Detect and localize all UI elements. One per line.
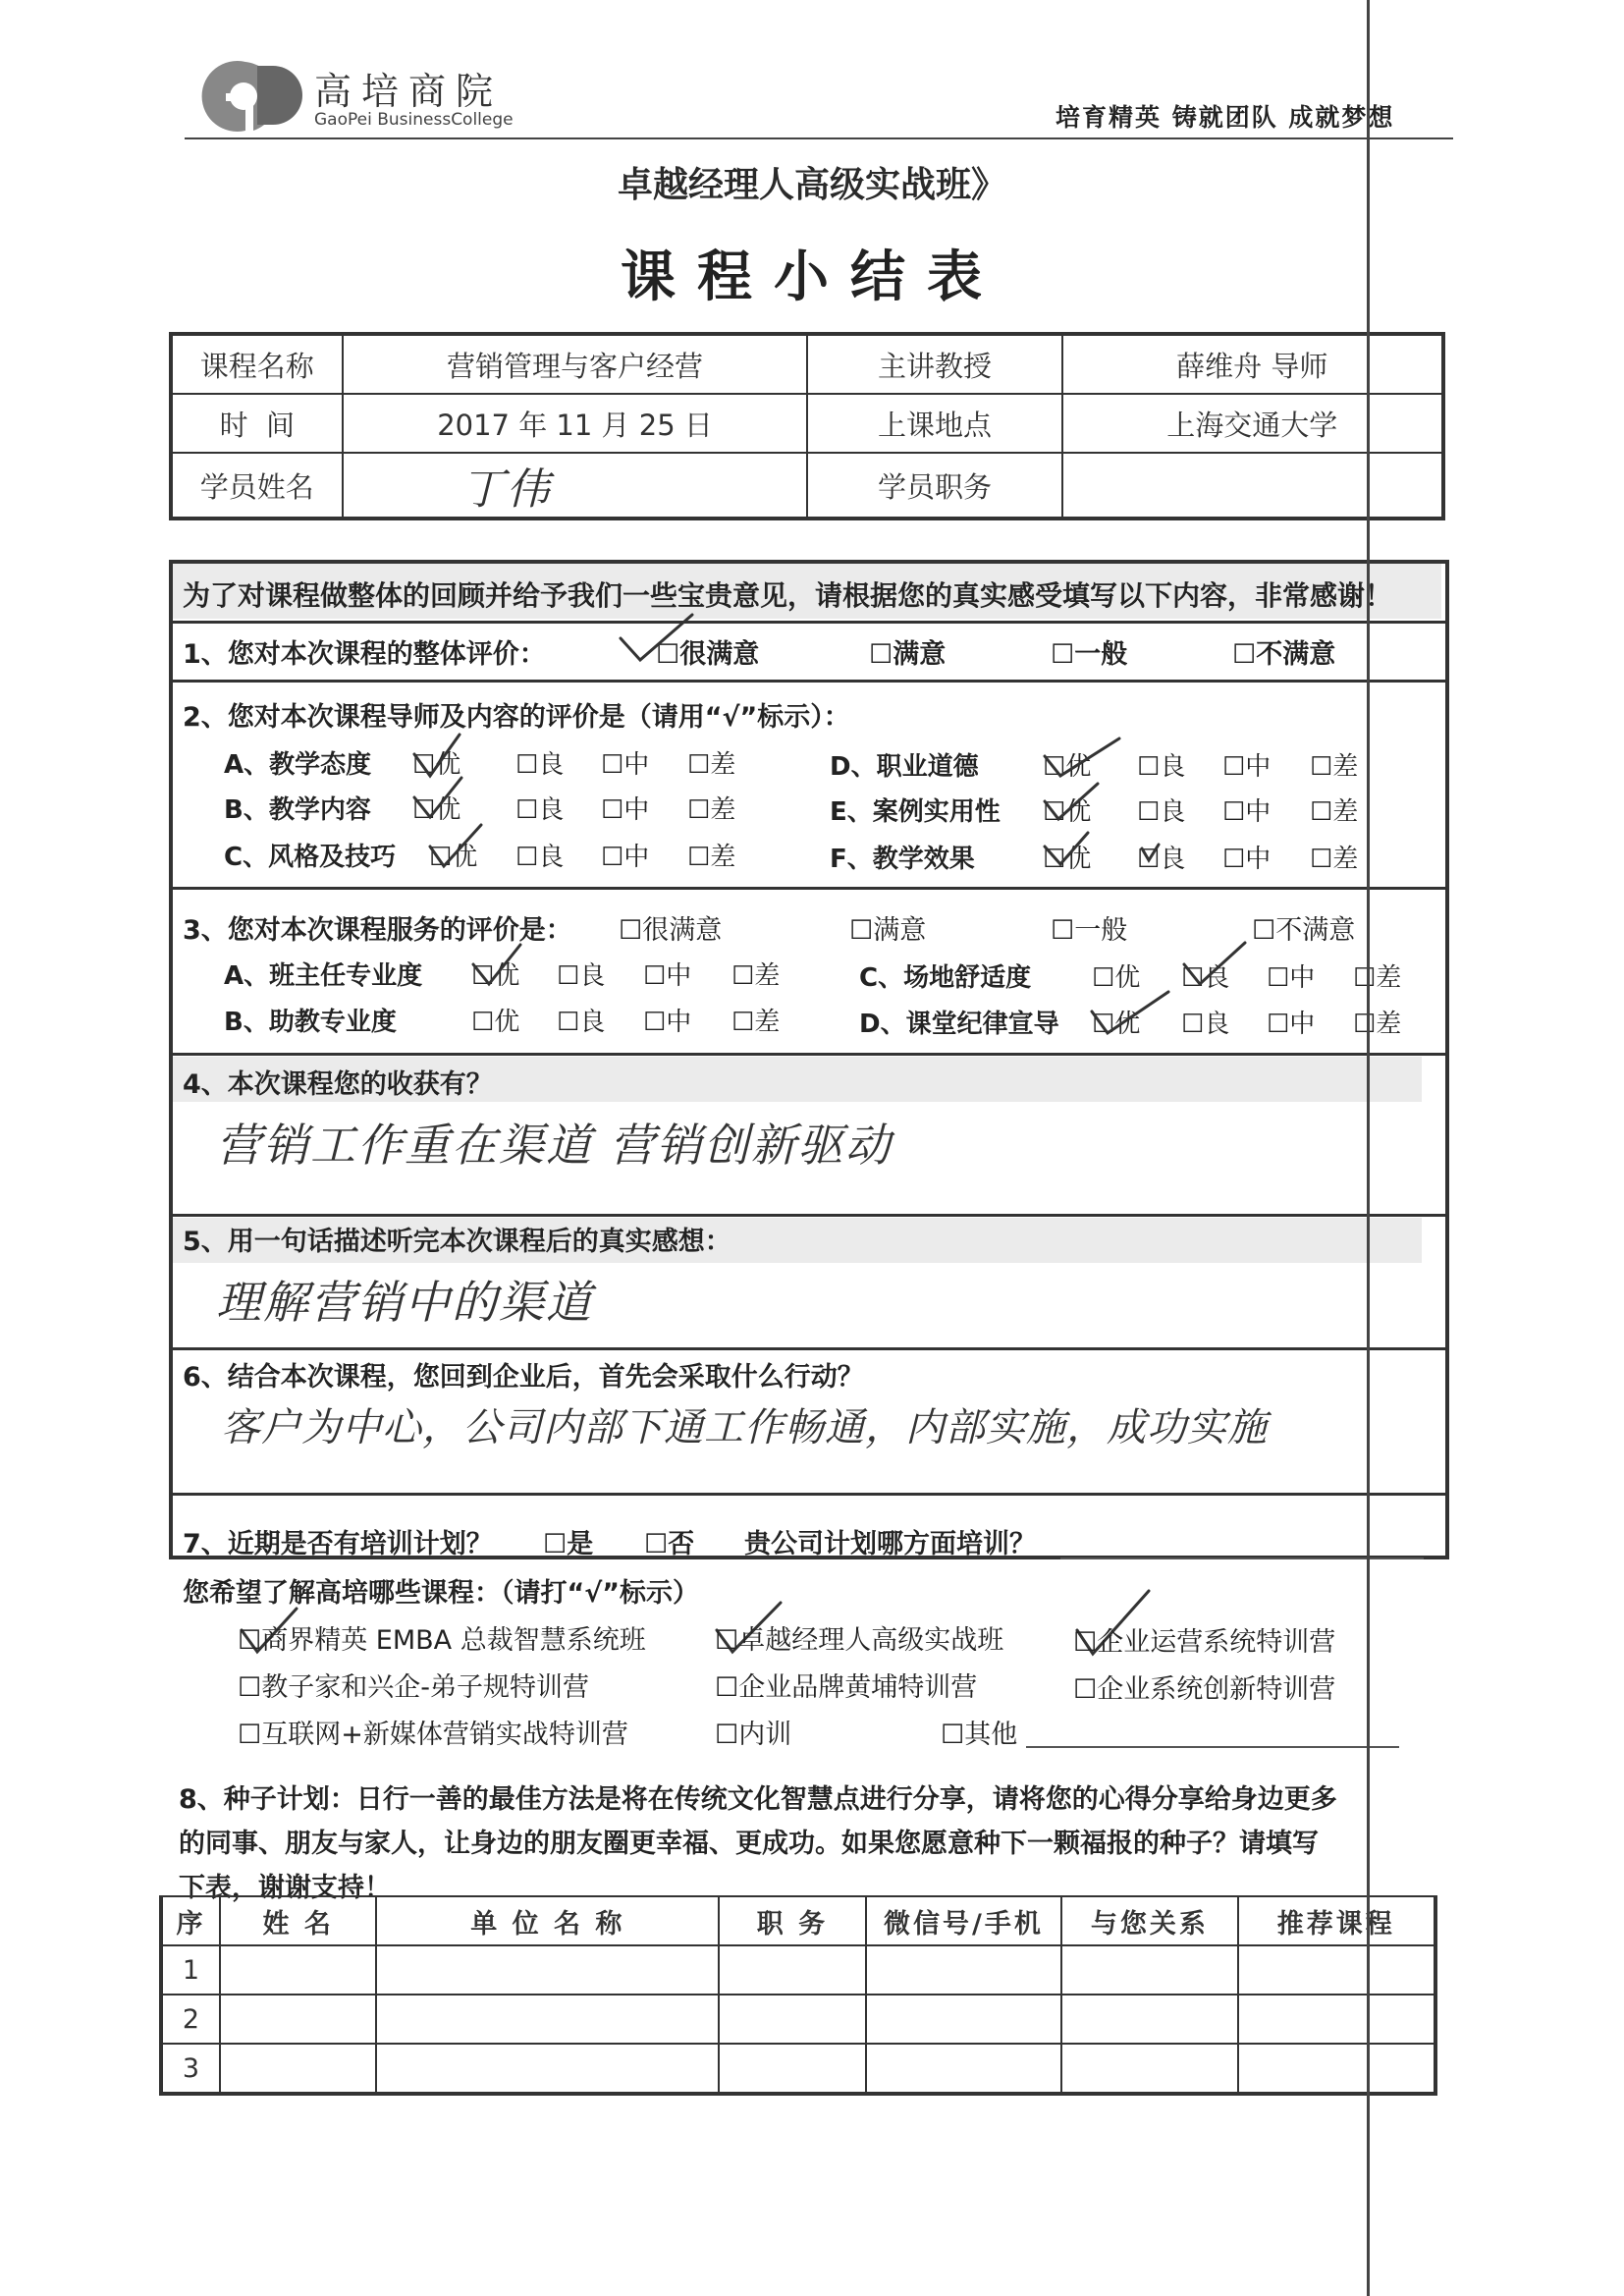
column-header: 姓 名 [220,1896,377,1945]
table-cell[interactable] [719,1945,866,1995]
course-option-innovation[interactable]: ☐企业系统创新特训营 [1073,1674,1336,1705]
column-header: 职 务 [719,1896,866,1945]
grade-good[interactable]: ☐良 [515,750,565,780]
place-field[interactable]: 上海交通大学 [1062,394,1444,453]
grade-excellent[interactable]: ☐优 [1043,797,1092,827]
q5-answer-handwriting[interactable]: 理解营销中的渠道 [216,1276,593,1329]
grade-excellent[interactable]: ☐优 [1092,1010,1141,1039]
column-header: 微信号/手机 [866,1896,1061,1945]
grade-poor[interactable]: ☐差 [1353,963,1402,993]
q8-line1: 8、种子计划：日行一善的最佳方法是将在传统文化智慧点进行分享，请将您的心得分享给身边更多 [179,1784,1337,1815]
grade-poor[interactable]: ☐差 [1310,752,1359,782]
course-name-field[interactable]: 营销管理与客户经营 [343,334,808,394]
table-cell[interactable] [866,1945,1061,1995]
grade-good[interactable]: ☐良 [557,961,606,991]
other-course-field[interactable] [1026,1746,1399,1748]
table-cell[interactable] [220,2044,377,2094]
q1-option-satisfied[interactable]: ☐满意 [869,639,947,670]
grade-poor[interactable]: ☐差 [1353,1010,1402,1039]
q4-text: 4、本次课程您的收获有？ [183,1069,493,1100]
q6-answer-handwriting[interactable]: 客户为中心，公司内部下通工作畅通，内部实施，成功实施 [221,1405,1268,1450]
position-field[interactable] [1062,453,1444,519]
divider [169,1214,1445,1217]
grade-fair[interactable]: ☐中 [643,1008,692,1037]
column-header: 序 [161,1896,220,1945]
table-cell[interactable] [376,1995,719,2044]
grade-poor[interactable]: ☐差 [1310,845,1359,874]
course-info-table [169,332,1445,520]
form-title: 课程小结表 [621,246,1003,309]
table-cell[interactable] [866,2044,1061,2094]
grade-fair[interactable]: ☐中 [1222,752,1272,782]
q3-option-very-satisfied[interactable]: ☐很满意 [619,915,723,946]
q7-text: 7、近期是否有培训计划？ [183,1529,493,1559]
grade-good[interactable]: ☐良 [1137,797,1186,827]
q2-item-e: E、案例实用性 [830,797,1001,827]
grade-excellent[interactable]: ☐优 [429,843,478,872]
q3-item-c: C、场地舒适度 [859,963,1032,993]
grade-good[interactable]: ☐良 [557,1008,606,1037]
grade-fair[interactable]: ☐中 [1267,963,1316,993]
student-name-handwriting: 丁伟 [460,465,552,515]
time-field[interactable]: 2017 年 11 月 25 日 [343,394,808,453]
grade-poor[interactable]: ☐差 [1310,797,1359,827]
divider [169,1053,1445,1056]
course-option-internet[interactable]: ☐互联网+新媒体营销实战特训营 [238,1720,628,1750]
grade-fair[interactable]: ☐中 [1267,1010,1316,1039]
table-row [171,453,1443,519]
grade-excellent[interactable]: ☐优 [1092,963,1141,993]
q4-answer-handwriting[interactable]: 营销工作重在渠道 营销创新驱动 [216,1119,893,1172]
q3-item-b: B、助教专业度 [224,1008,397,1037]
time-label: 时 间 [171,394,343,453]
grade-excellent[interactable]: ☐优 [412,795,461,825]
table-row [161,2044,1435,2094]
grade-good[interactable]: ☐良 [1181,963,1230,993]
table-row [161,1945,1435,1995]
grade-poor[interactable]: ☐差 [731,961,781,991]
brand-name-en: GaoPei BusinessCollege [314,110,514,130]
header-divider [185,137,1453,139]
table-cell[interactable] [719,2044,866,2094]
row-number: 2 [161,1995,220,2044]
recommend-table [159,1895,1437,2096]
q1-text: 1、您对本次课程的整体评价： [183,639,546,670]
course-option-parenting[interactable]: ☐教子家和兴企-弟子规特训营 [238,1672,589,1703]
q2-item-b: B、教学内容 [224,795,371,825]
q7-option-no[interactable]: ☐否 [644,1529,695,1559]
scan-artifact-line [1367,0,1370,2296]
course-option-brand[interactable]: ☐企业品牌黄埔特训营 [715,1672,978,1703]
college-logo [187,54,304,137]
table-cell[interactable] [719,1995,866,2044]
q1-option-very-satisfied[interactable]: ☐很满意 [656,639,760,670]
student-name-field[interactable] [343,453,808,519]
grade-poor[interactable]: ☐差 [687,750,736,780]
column-header: 与您关系 [1061,1896,1237,1945]
grade-fair[interactable]: ☐中 [1222,845,1272,874]
teacher-field[interactable]: 薛维舟 导师 [1062,334,1444,394]
grade-fair[interactable]: ☐中 [1222,797,1272,827]
q1-option-dissatisfied[interactable]: ☐不满意 [1232,639,1336,670]
grade-good[interactable]: ☐良 [1137,845,1186,874]
grade-poor[interactable]: ☐差 [687,843,736,872]
grade-excellent[interactable]: ☐优 [412,750,461,780]
grade-excellent[interactable]: ☐优 [1043,752,1092,782]
row-number: 1 [161,1945,220,1995]
course-option-other[interactable]: ☐其他 [941,1720,1018,1750]
q7-wish-text: 您希望了解高培哪些课程：（请打“√”标示） [183,1578,699,1609]
grade-poor[interactable]: ☐差 [687,795,736,825]
q2-item-f: F、教学效果 [830,845,975,874]
grade-poor[interactable]: ☐差 [731,1008,781,1037]
survey-intro: 为了对课程做整体的回顾并给予我们一些宝贵意见，请根据您的真实感受填写以下内容，非常感谢！ [183,579,1393,612]
grade-good[interactable]: ☐良 [515,795,565,825]
table-row [171,334,1443,394]
course-option-manager[interactable]: ☐卓越经理人高级实战班 [715,1625,1004,1656]
course-option-emba[interactable]: ☐商界精英 EMBA 总裁智慧系统班 [238,1625,646,1656]
q3-item-a: A、班主任专业度 [224,961,423,991]
grade-excellent[interactable]: ☐优 [1043,845,1092,874]
grade-fair[interactable]: ☐中 [601,750,650,780]
q3-item-d: D、课堂纪律宣导 [859,1010,1059,1039]
grade-fair[interactable]: ☐中 [643,961,692,991]
row-number: 3 [161,2044,220,2094]
divider [169,1347,1445,1350]
q2-item-a: A、教学态度 [224,750,372,780]
table-cell[interactable] [1061,2044,1237,2094]
student-name-label: 学员姓名 [171,453,343,519]
q7-option-yes[interactable]: ☐是 [543,1529,594,1559]
q6-text: 6、结合本次课程，您回到企业后，首先会采取什么行动？ [183,1362,864,1393]
q2-text: 2、您对本次课程导师及内容的评价是（请用“√”标示）： [183,702,850,733]
divider [169,1493,1445,1496]
q1-option-average[interactable]: ☐一般 [1051,639,1128,670]
q3-option-dissatisfied[interactable]: ☐不满意 [1252,915,1356,946]
grade-good[interactable]: ☐良 [515,843,565,872]
q8-line2: 的同事、朋友与家人，让身边的朋友圈更幸福、更成功。如果您愿意种下一颗福报的种子？请填写 [179,1829,1319,1859]
grade-good[interactable]: ☐良 [1181,1010,1230,1039]
grade-excellent[interactable]: ☐优 [471,961,520,991]
q8-line3: 下表，谢谢支持！ [179,1873,391,1903]
course-option-inhouse[interactable]: ☐内训 [715,1720,792,1750]
table-cell[interactable] [376,2044,719,2094]
divider [169,621,1445,624]
table-cell[interactable] [866,1995,1061,2044]
table-row [161,1995,1435,2044]
table-cell[interactable] [1061,1995,1237,2044]
column-header: 推荐课程 [1238,1896,1435,1945]
q5-text: 5、用一句话描述听完本次课程后的真实感想： [183,1227,731,1257]
q2-item-c: C、风格及技巧 [224,843,397,872]
grade-good[interactable]: ☐良 [1137,752,1186,782]
place-label: 上课地点 [807,394,1061,453]
grade-fair[interactable]: ☐中 [601,795,650,825]
position-label: 学员职务 [807,453,1061,519]
table-row [171,394,1443,453]
q3-option-satisfied[interactable]: ☐满意 [849,915,927,946]
divider [169,680,1445,683]
divider [169,887,1445,890]
q3-text: 3、您对本次课程服务的评价是： [183,915,572,946]
table-cell[interactable] [376,1945,719,1995]
slogan: 培育精英 铸就团队 成就梦想 [1056,103,1395,132]
q3-option-average[interactable]: ☐一般 [1051,915,1128,946]
table-cell[interactable] [1238,2044,1435,2094]
table-cell[interactable] [220,1995,377,2044]
course-name-label: 课程名称 [171,334,343,394]
column-header: 单 位 名 称 [376,1896,719,1945]
q7-which-label: 贵公司计划哪方面培训？ [744,1529,1036,1559]
course-option-operations[interactable]: ☐企业运营系统特训营 [1073,1627,1336,1658]
q2-item-d: D、职业道德 [830,752,979,782]
teacher-label: 主讲教授 [807,334,1061,394]
table-header-row [161,1896,1435,1945]
grade-fair[interactable]: ☐中 [601,843,650,872]
table-cell[interactable] [1238,1945,1435,1995]
table-cell[interactable] [220,1945,377,1995]
document-title: 卓越经理人高级实战班》 [617,165,1006,205]
table-cell[interactable] [1061,1945,1237,1995]
table-cell[interactable] [1238,1995,1435,2044]
brand-name-cn: 高培商院 [314,70,504,113]
grade-excellent[interactable]: ☐优 [471,1008,520,1037]
